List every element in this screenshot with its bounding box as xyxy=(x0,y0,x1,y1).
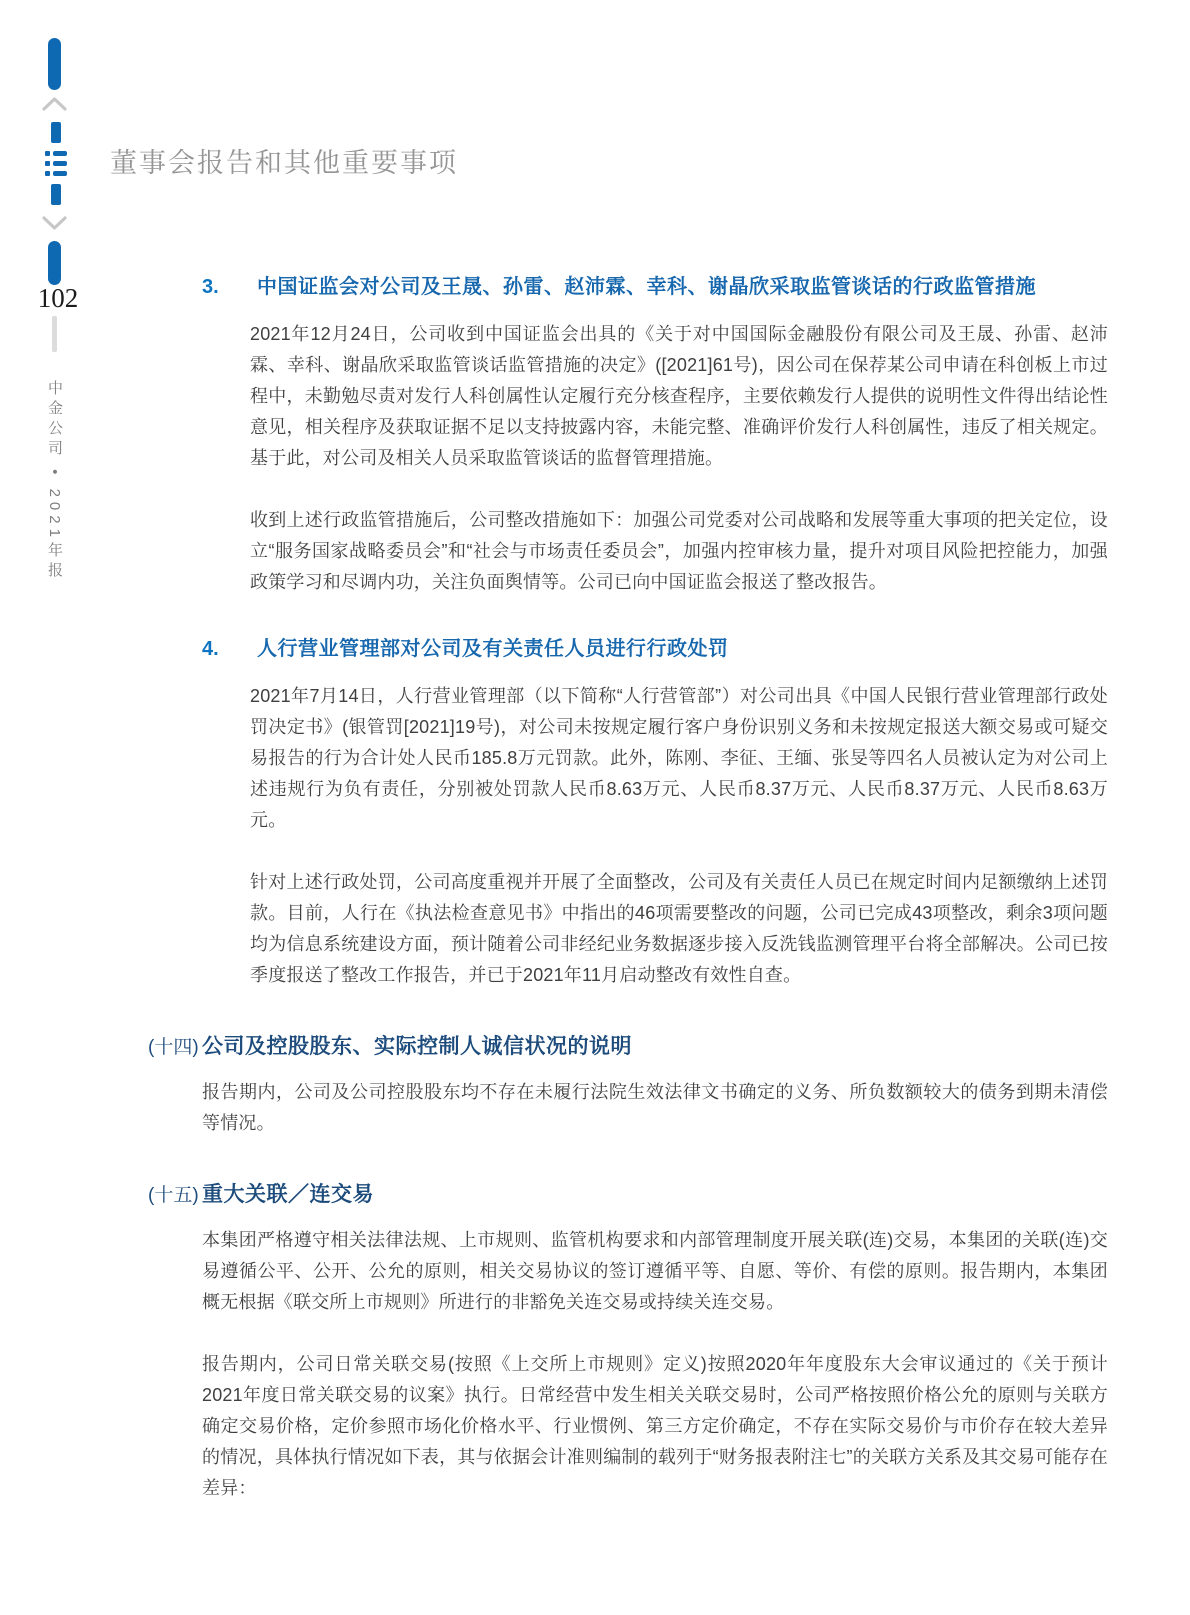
section-3-heading xyxy=(202,273,1190,301)
content-area xyxy=(0,273,1190,1504)
chapter-title: 董事会报告和其他重要事项 xyxy=(110,148,458,178)
section-title: 公司及控股股东、实际控制人诚信状况的说明 xyxy=(202,1035,632,1058)
section-4-heading xyxy=(202,635,1190,663)
section-number: 4. xyxy=(202,638,219,660)
edition-caption: 中金公司 • 2021年报 xyxy=(46,380,63,582)
decorative-square-bottom xyxy=(51,184,61,205)
section-number: 3. xyxy=(202,276,219,298)
section-14-heading xyxy=(148,1032,1190,1063)
paragraph: 本集团严格遵守相关法律法规、上市规则、监管机构要求和内部管理制度开展关联(连)交易，本集团的关联(连)交易遵循公平、公开、公允的原则，相关交易协议的签订遵循平等、自愿、等价、有偿的原则。报告期内，本集团概无根据《联交所上市规则》所进行的非豁免关连交易或持续关连交易。 xyxy=(202,1230,1108,1312)
section-title: 中国证监会对公司及王晟、孙雷、赵沛霖、幸科、谢晶欣采取监管谈话的行政监管措施 xyxy=(257,276,1036,298)
page-number: 102 xyxy=(37,283,79,313)
paragraph: 2021年12月24日，公司收到中国证监会出具的《关于对中国国际金融股份有限公司及王晟、孙雷、赵沛霖、幸科、谢晶欣采取监管谈话监管措施的决定》([2021]61号)，因公司在保荐某公司申请在科创板上市过程中，未勤勉尽责对发行人科创属性认定履行充分核查程序，主要依赖发行人提供的说明性文件得出结论性意见，相关程序及获取证据不足以支持披露内容，未能完整、准确评价发行人科创属性，违反了相关规定。基于此，对公司及相关人员采取监管谈话的监督管理措施。 xyxy=(250,324,1108,468)
paragraph: 针对上述行政处罚，公司高度重视并开展了全面整改，公司及有关责任人员已在规定时间内足额缴纳上述罚款。目前，人行在《执法检查意见书》中指出的46项需要整改的问题，公司已完成43项整改，剩余3项问题均为信息系统建设方面，预计随着公司非经纪业务数据逐步接入反洗钱监测管理平台将全部解决。公司已按季度报送了整改工作报告，并已于2021年11月启动整改有效性自查。 xyxy=(250,872,1108,985)
section-number: (十四) xyxy=(148,1037,199,1058)
section-15-heading xyxy=(148,1180,1190,1211)
chevron-down-icon xyxy=(42,216,67,231)
paragraph: 收到上述行政监管措施后，公司整改措施如下：加强公司党委对公司战略和发展等重大事项的把关定位，设立“服务国家战略委员会”和“社会与市场责任委员会”，加强内控审核力量，提升对项目风险把控能力，加强政策学习和尽调内功，关注负面舆情等。公司已向中国证监会报送了整改报告。 xyxy=(250,510,1108,592)
decorative-bar-top xyxy=(48,38,61,90)
section-number: (十五) xyxy=(148,1185,199,1206)
chevron-up-icon xyxy=(42,96,67,111)
paragraph: 报告期内，公司及公司控股股东均不存在未履行法院生效法律文书确定的义务、所负数额较大的债务到期未清偿等情况。 xyxy=(202,1082,1108,1133)
paragraph: 2021年7月14日，人行营业管理部（以下简称“人行营管部”）对公司出具《中国人民银行营业管理部行政处罚决定书》(银管罚[2021]19号)，对公司未按规定履行客户身份识别义务和未按规定报送大额交易或可疑交易报告的行为合计处人民币185.8万元罚款。此外，陈刚、李征、王缅、张旻等四名人员被认定为对公司上述违规行为负有责任，分别被处罚款人民币8.63万元、人民币8.37万元、人民币8.37万元、人民币8.63万元。 xyxy=(250,686,1108,830)
section-title: 重大关联／连交易 xyxy=(202,1183,374,1206)
section-title: 人行营业管理部对公司及有关责任人员进行行政处罚 xyxy=(257,638,729,660)
list-icon xyxy=(45,151,68,181)
decorative-square-top xyxy=(51,122,61,143)
paragraph: 报告期内，公司日常关联交易(按照《上交所上市规则》定义)按照2020年年度股东大会审议通过的《关于预计2021年度日常关联交易的议案》执行。日常经营中发生相关关联交易时，公司严格按照价格公允的原则与关联方确定交易价格，定价参照市场化价格水平、行业惯例、第三方定价确定，不存在实际交易价与市价存在较大差异的情况，具体执行情况如下表，其与依据会计准则编制的载列于“财务报表附注七”的关联方关系及其交易可能存在差异： xyxy=(202,1354,1108,1498)
